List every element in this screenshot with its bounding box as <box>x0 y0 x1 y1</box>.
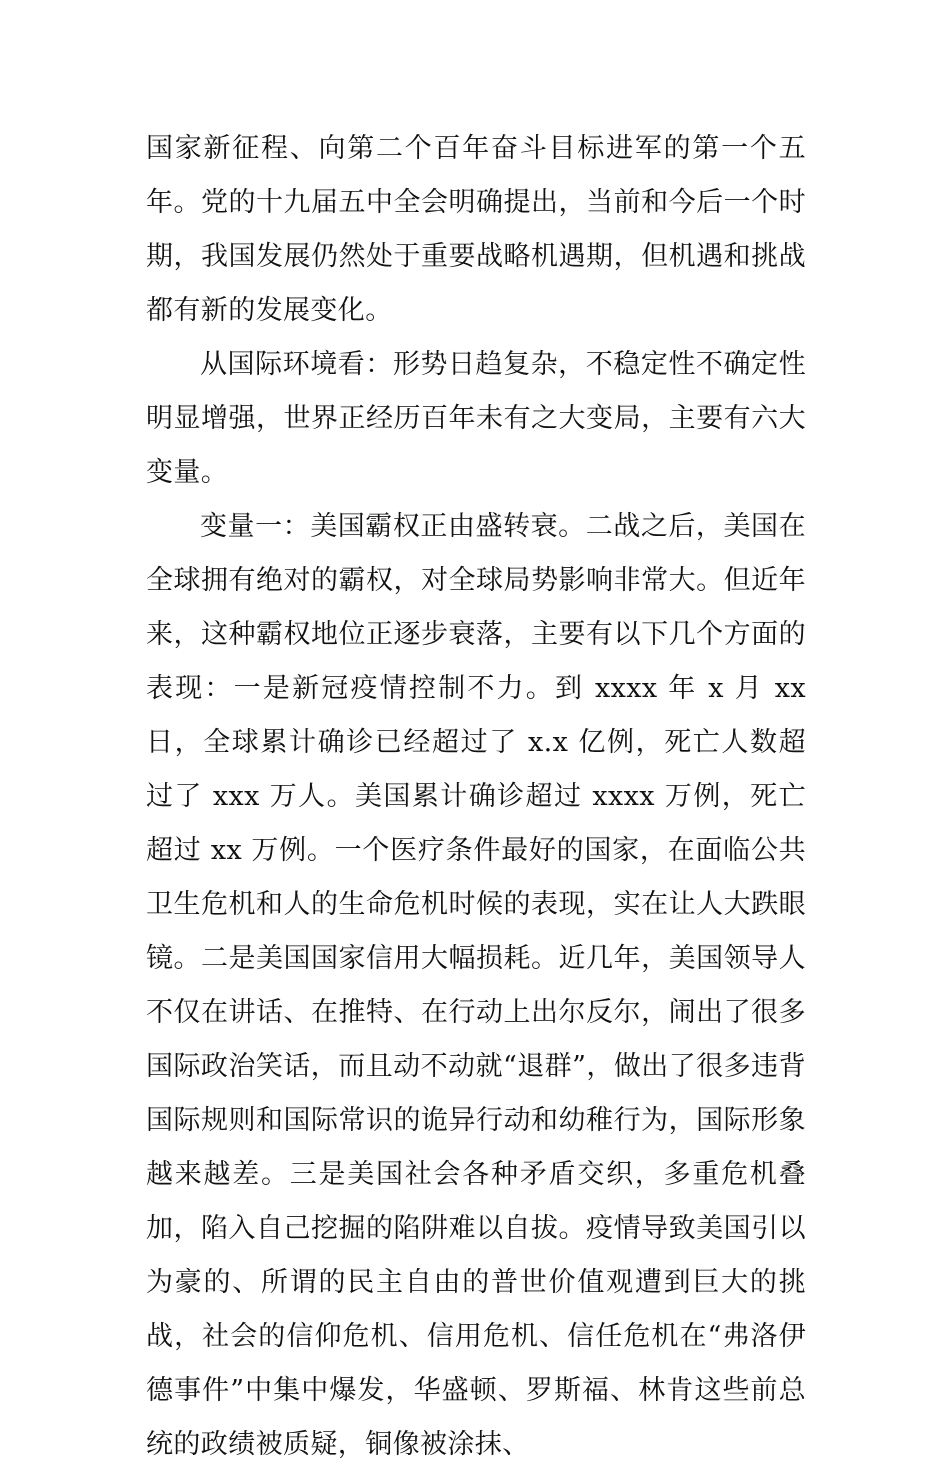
document-body <box>146 122 806 1472</box>
paragraph-international-environment: 从国际环境看：形势日趋复杂，不稳定性不确定性明显增强，世界正经历百年未有之大变局，主要有六大变量。 <box>146 349 806 488</box>
paragraph-variable-one: 变量一：美国霸权正由盛转衰。二战之后，美国在全球拥有绝对的霸权，对全球局势影响非常大。但近年来，这种霸权地位正逐步衰落，主要有以下几个方面的表现：一是新冠疫情控制不力。到 xxxx 年 x 月 xx 日，全球累计确诊已经超过了 x.x 亿例，死亡人数超过了 xxx 万人。美国累计确诊超过 xxxx 万例，死亡超过 xx 万例。一个医疗条件最好的国家，在面临公共卫生危机和人的生命危机时候的表现，实在让人大跌眼镜。二是美国国家信用大幅损耗。近几年，美国领导人不仅在讲话、在推特、在行动上出尔反尔，闹出了很多国际政治笑话，而且动不动就“退群”，做出了很多违背国际规则和国际常识的诡异行动和幼稚行为，国际形象越来越差。三是美国社会各种矛盾交织，多重危机叠加，陷入自己挖掘的陷阱难以自拔。疫情导致美国引以为豪的、所谓的民主自由的普世价值观遭到巨大的挑战，社会的信仰危机、信用危机、信任危机在“弗洛伊德事件”中集中爆发，华盛顿、罗斯福、林肯这些前总统的政绩被质疑，铜像被涂抹、 <box>146 511 806 1460</box>
paragraph-continuation: 国家新征程、向第二个百年奋斗目标进军的第一个五年。党的十九届五中全会明确提出，当前和今后一个时期，我国发展仍然处于重要战略机遇期，但机遇和挑战都有新的发展变化。 <box>146 133 806 326</box>
